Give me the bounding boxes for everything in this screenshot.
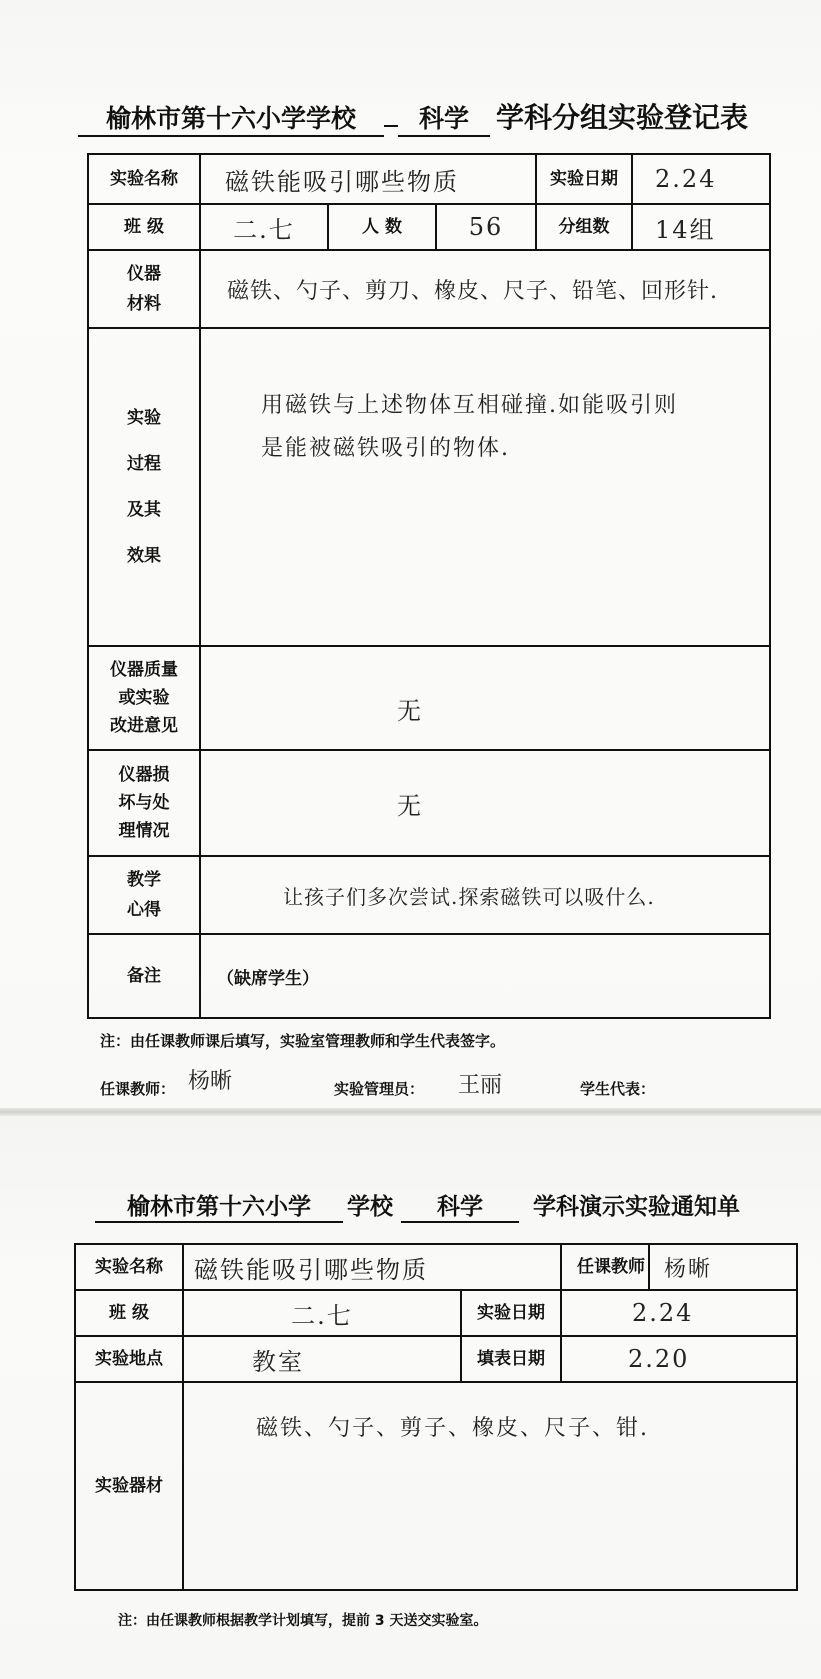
student-signature-label: 学生代表：	[580, 1080, 656, 1098]
form1-title-subject: 科学	[398, 99, 490, 137]
row-reflection	[88, 856, 770, 934]
row-damage	[88, 750, 770, 856]
row-class	[88, 204, 770, 250]
process-label-line4: 效果	[127, 546, 161, 566]
form2-note: 注：由任课教师根据教学计划填写，提前 3 天送交实验室。	[118, 1613, 488, 1629]
n-date-value: 2.24	[561, 1290, 797, 1336]
row-remarks	[88, 934, 770, 1018]
damage-label	[88, 750, 200, 856]
improvement-label-line1: 仪器质量	[110, 660, 178, 680]
damage-label-line1: 仪器损	[118, 765, 170, 785]
n-equipment-value: 磁铁、勺子、剪子、橡皮、尺子、钳.	[183, 1382, 797, 1590]
n-teacher-value: 杨晰	[649, 1244, 797, 1290]
experiment-name-label: 实验名称	[88, 154, 200, 204]
form1-title-school: 榆林市第十六小学学校	[78, 99, 384, 137]
experiment-date-label: 实验日期	[536, 154, 632, 204]
form2-title	[95, 1188, 740, 1223]
row-experiment-name	[88, 154, 770, 204]
row-materials	[88, 250, 770, 328]
process-label-line1: 实验	[127, 408, 161, 428]
n-experiment-name-value: 磁铁能吸引哪些物质	[183, 1244, 561, 1290]
row2-experiment-name	[75, 1244, 797, 1290]
n-experiment-name-label: 实验名称	[75, 1244, 183, 1290]
damage-value: 无	[200, 750, 770, 856]
form1-title-suffix: 学科分组实验登记表	[496, 101, 749, 134]
count-value: 56	[436, 204, 536, 250]
reflection-value: 让孩子们多次尝试.探索磁铁可以吸什么.	[200, 856, 770, 934]
teacher-signature: 杨晰	[188, 1069, 233, 1094]
process-label-line3: 及其	[127, 500, 161, 520]
n-class-label: 班 级	[75, 1290, 183, 1336]
improvement-label-line2: 或实验	[118, 688, 170, 708]
groups-value: 14组	[632, 204, 770, 250]
materials-label-line1: 仪器	[127, 264, 161, 284]
reflection-label-line1: 教学	[127, 870, 161, 890]
row2-place	[75, 1336, 797, 1382]
reflection-label	[88, 856, 200, 934]
form2-title-subject: 科学	[401, 1188, 519, 1223]
n-date-label: 实验日期	[461, 1290, 561, 1336]
form1-note: 注：由任课教师课后填写，实验室管理教师和学生代表签字。	[100, 1032, 506, 1050]
row2-equipment	[75, 1382, 797, 1590]
page-fold	[0, 1108, 821, 1116]
materials-value: 磁铁、勺子、剪刀、橡皮、尺子、铅笔、回形针.	[200, 250, 770, 328]
admin-signature-label: 实验管理员：	[334, 1080, 425, 1098]
process-value-line1: 用磁铁与上述物体互相碰撞.如能吸引则	[261, 393, 678, 418]
class-value: 二.七	[200, 204, 328, 250]
damage-label-line3: 理情况	[118, 821, 170, 841]
n-fill-value: 2.20	[561, 1336, 797, 1382]
teacher-signature-label: 任课教师：	[100, 1080, 176, 1098]
n-place-label: 实验地点	[75, 1336, 183, 1382]
admin-signature: 王丽	[458, 1073, 503, 1098]
form2-title-suffix: 学科演示实验通知单	[533, 1194, 740, 1220]
n-teacher-label: 任课教师	[561, 1244, 649, 1290]
class-label: 班 级	[88, 204, 200, 250]
materials-label-line2: 材料	[127, 294, 161, 314]
reflection-label-line2: 心得	[127, 900, 161, 920]
remarks-value: （缺席学生）	[200, 934, 770, 1018]
improvement-value: 无	[200, 646, 770, 750]
form1-title	[78, 96, 748, 137]
row-improvement	[88, 646, 770, 750]
row2-class	[75, 1290, 797, 1336]
registration-table	[87, 153, 771, 1019]
improvement-label	[88, 646, 200, 750]
groups-label: 分组数	[536, 204, 632, 250]
experiment-date-value: 2.24	[632, 154, 770, 204]
process-value	[200, 328, 770, 646]
process-label-line2: 过程	[127, 454, 161, 474]
remarks-label: 备注	[88, 934, 200, 1018]
row-process	[88, 328, 770, 646]
improvement-label-line3: 改进意见	[110, 716, 178, 736]
form2-title-school: 榆林市第十六小学	[95, 1188, 343, 1223]
materials-label	[88, 250, 200, 328]
process-value-line2: 是能被磁铁吸引的物体.	[261, 436, 510, 461]
n-equipment-label: 实验器材	[75, 1382, 183, 1590]
form2-title-mid: 学校	[347, 1194, 393, 1220]
notification-table	[74, 1243, 798, 1591]
n-fill-label: 填表日期	[461, 1336, 561, 1382]
n-class-value: 二.七	[183, 1290, 461, 1336]
damage-label-line2: 坏与处	[118, 793, 170, 813]
experiment-name-value: 磁铁能吸引哪些物质	[200, 154, 536, 204]
n-place-value: 教室	[183, 1336, 461, 1382]
count-label: 人 数	[328, 204, 436, 250]
process-label	[88, 328, 200, 646]
